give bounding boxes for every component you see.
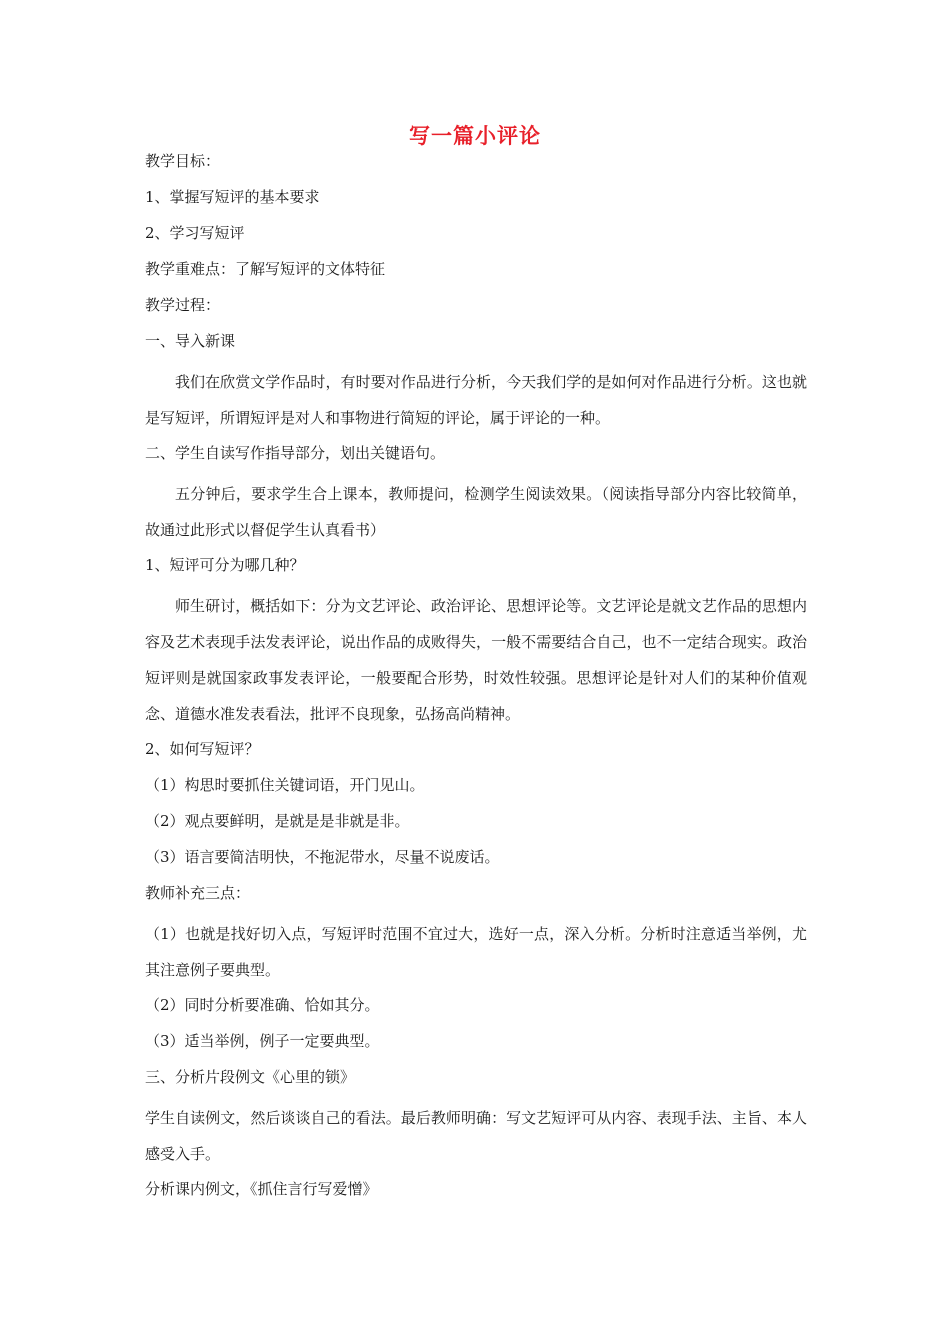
document-title: 写一篇小评论	[409, 124, 541, 148]
paragraph: 五分钟后，要求学生合上课本，教师提问，检测学生阅读效果。（阅读指导部分内容比较简单，故通过此形式以督促学生认真看书）	[145, 485, 807, 539]
text-line: 一、导入新课	[145, 332, 236, 350]
text-line: 2、如何写短评？	[145, 740, 260, 758]
text-line: 1、掌握写短评的基本要求	[145, 188, 320, 206]
text-line: （3）语言要简洁明快，不拖泥带水，尽量不说废话。	[145, 848, 500, 866]
text-line: 1、短评可分为哪几种？	[145, 556, 305, 574]
text-line: 2、学习写短评	[145, 224, 245, 242]
text-line: 教学目标：	[145, 152, 221, 170]
document-body	[145, 148, 807, 1212]
paragraph: （1）也就是找好切入点，写短评时范围不宜过大，选好一点，深入分析。分析时注意适当举例，尤其注意例子要典型。	[145, 925, 807, 979]
text-line: 教师补充三点：	[145, 884, 251, 902]
text-line: 教学重难点：了解写短评的文体特征	[145, 260, 386, 278]
text-line: 分析课内例文，《抓住言行写爱憎》	[145, 1180, 378, 1198]
text-line: （1）构思时要抓住关键词语，开门见山。	[145, 776, 425, 794]
text-line: （3）适当举例，例子一定要典型。	[145, 1032, 380, 1050]
text-line: （2）观点要鲜明，是就是是非就是非。	[145, 812, 410, 830]
text-line: 三、分析片段例文《心里的锁》	[145, 1068, 356, 1086]
paragraph: 我们在欣赏文学作品时，有时要对作品进行分析，今天我们学的是如何对作品进行分析。这也就是写短评，所谓短评是对人和事物进行简短的评论，属于评论的一种。	[145, 373, 807, 427]
paragraph: 师生研讨，概括如下：分为文艺评论、政治评论、思想评论等。文艺评论是就文艺作品的思想内容及艺术表现手法发表评论，说出作品的成败得失，一般不需要结合自己，也不一定结合现实。政治短评则是就国家政事发表评论，一般要配合形势，时效性较强。思想评论是针对人们的某种价值观念、道德水准发表看法，批评不良现象，弘扬高尚精神。	[145, 597, 807, 723]
text-line: 二、学生自读写作指导部分，划出关键语句。	[145, 444, 446, 462]
paragraph: 学生自读例文，然后谈谈自己的看法。最后教师明确：写文艺短评可从内容、表现手法、主旨、本人感受入手。	[145, 1109, 807, 1163]
text-line: 教学过程：	[145, 296, 221, 314]
text-line: （2）同时分析要准确、恰如其分。	[145, 996, 380, 1014]
